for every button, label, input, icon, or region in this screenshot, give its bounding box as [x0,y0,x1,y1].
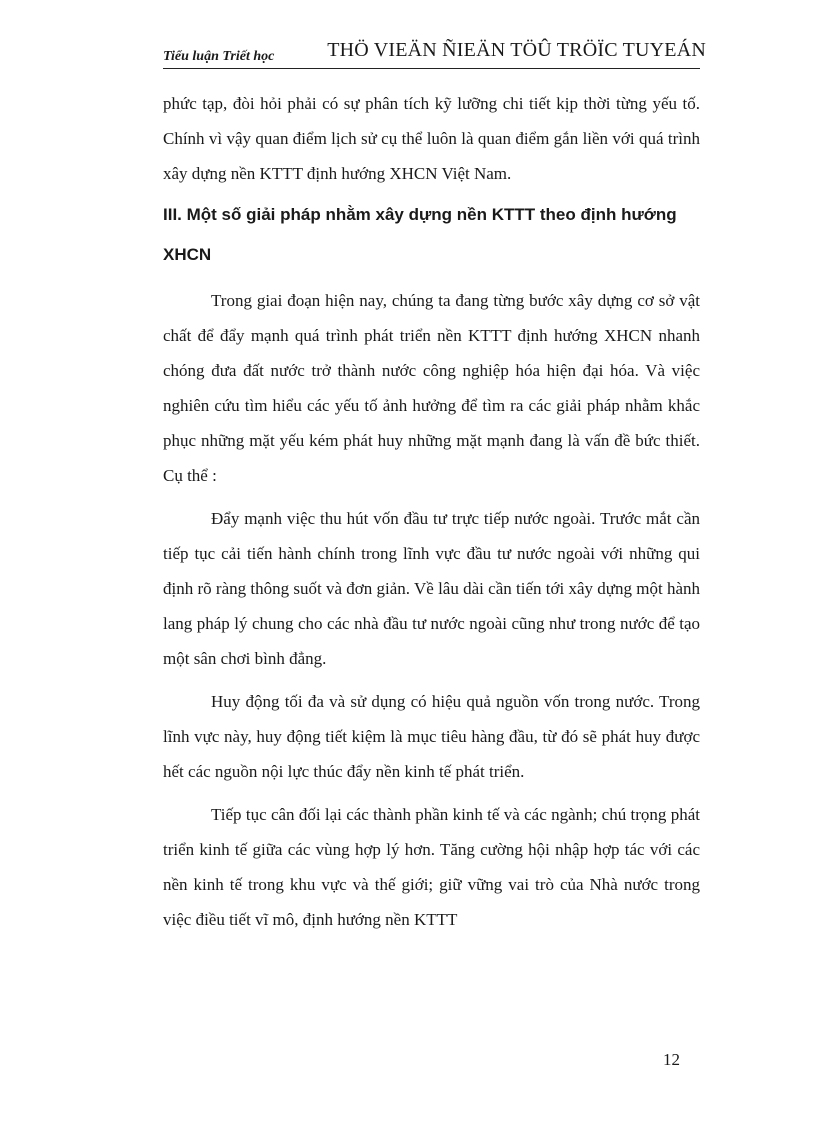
header-right-title: THÖ VIEÄN ÑIEÄN TÖÛ TRÖÏC TUYEÁN [327,39,706,61]
header-left-title: Tiểu luận Triết học [163,49,275,64]
page-number: 12 [663,1050,680,1069]
paragraph-foreign-investment: Đẩy mạnh việc thu hút vốn đầu tư trực tiếp nước ngoài. Trước mắt cần tiếp tục cải tiến hành chính trong lĩnh vực đầu tư nước ngoài với những qui định rõ ràng thông suốt và đơn giản. Về lâu dài cần tiến tới xây dựng một hành lang pháp lý chung cho các nhà đầu tư nước ngoài cũng như trong nước để tạo một sân chơi bình đẳng. [163,509,700,668]
document-body [163,86,700,941]
paragraph-intro: Trong giai đoạn hiện nay, chúng ta đang từng bước xây dựng cơ sở vật chất để đẩy mạnh quá trình phát triển nền KTTT định hướng XHCN nhanh chóng đưa đất nước trở thành nước công nghiệp hóa hiện đại hóa. Và việc nghiên cứu tìm hiểu các yếu tố ảnh hưởng để tìm ra các giải pháp nhằm khắc phục những mặt yếu kém phát huy những mặt mạnh đang là vấn đề bức thiết. Cụ thể : [163,291,700,485]
paragraph-continued: phức tạp, đòi hỏi phải có sự phân tích kỹ lưỡng chi tiết kịp thời từng yếu tố. Chính vì vậy quan điểm lịch sử cụ thể luôn là quan điểm gắn liền với quá trình xây dựng nền KTTT định hướng XHCN Việt Nam. [163,94,700,183]
paragraph-economic-balance: Tiếp tục cân đối lại các thành phần kinh tế và các ngành; chú trọng phát triển kinh tế giữa các vùng hợp lý hơn. Tăng cường hội nhập hợp tác với các nền kinh tế trong khu vực và thế giới; giữ vững vai trò của Nhà nước trong việc điều tiết vĩ mô, định hướng nền KTTT [163,805,700,929]
section-heading: III. Một số giải pháp nhằm xây dựng nền KTTT theo định hướng XHCN [163,205,677,264]
paragraph-domestic-capital: Huy động tối đa và sử dụng có hiệu quả nguồn vốn trong nước. Trong lĩnh vực này, huy động tiết kiệm là mục tiêu hàng đầu, từ đó sẽ phát huy được hết các nguồn nội lực thúc đẩy nền kinh tế phát triển. [163,692,700,781]
page-header [163,32,706,69]
